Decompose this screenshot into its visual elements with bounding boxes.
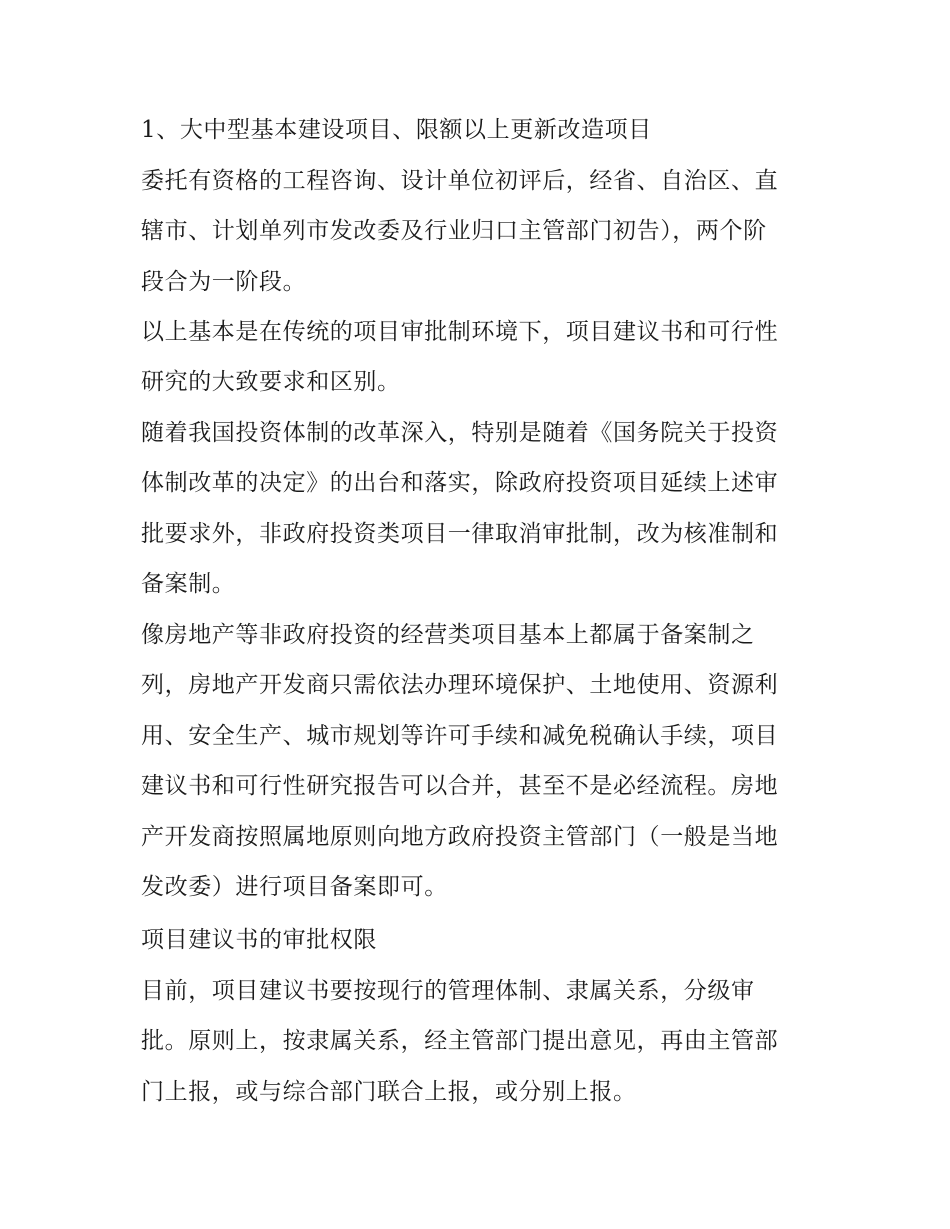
- text-line: 批要求外，非政府投资类项目一律取消审批制，改为核准制和: [141, 521, 779, 547]
- text-line: 像房地产等非政府投资的经营类项目基本上都属于备案制之: [141, 622, 755, 648]
- text-line: 建议书和可行性研究报告可以合并，甚至不是必经流程。房地: [141, 773, 779, 799]
- text-line: 门上报，或与综合部门联合上报，或分别上报。: [141, 1079, 637, 1105]
- text-line: 用、安全生产、城市规划等许可手续和减免税确认手续，项目: [141, 723, 779, 749]
- text-line: 以上基本是在传统的项目审批制环境下，项目建议书和可行性: [141, 319, 779, 345]
- text-line: 随着我国投资体制的改革深入，特别是随着《国务院关于投资: [141, 420, 779, 446]
- text-line: 体制改革的决定》的出台和落实，除政府投资项目延续上述审: [141, 470, 779, 496]
- text-line: 发改委）进行项目备案即可。: [141, 874, 448, 900]
- text-line: 备案制。: [141, 571, 236, 597]
- text-line: 研究的大致要求和区别。: [141, 369, 401, 395]
- text-line: 辖市、计划单列市发改委及行业归口主管部门初告），两个阶: [141, 218, 767, 244]
- text-line: 产开发商按照属地原则向地方政府投资主管部门（一般是当地: [141, 824, 779, 850]
- heading-large-projects: 1、大中型基本建设项目、限额以上更新改造项目: [141, 117, 652, 143]
- text-line: 目前，项目建议书要按现行的管理体制、隶属关系，分级审: [141, 978, 755, 1004]
- text-line: 列，房地产开发商只需依法办理环境保护、土地使用、资源利: [141, 672, 779, 698]
- section-heading-approval-authority: 项目建议书的审批权限: [141, 927, 377, 953]
- text-line: 批。原则上，按隶属关系，经主管部门提出意见，再由主管部: [141, 1028, 779, 1054]
- text-line: 委托有资格的工程咨询、设计单位初评后，经省、自治区、直: [141, 168, 779, 194]
- text-line: 段合为一阶段。: [141, 269, 307, 295]
